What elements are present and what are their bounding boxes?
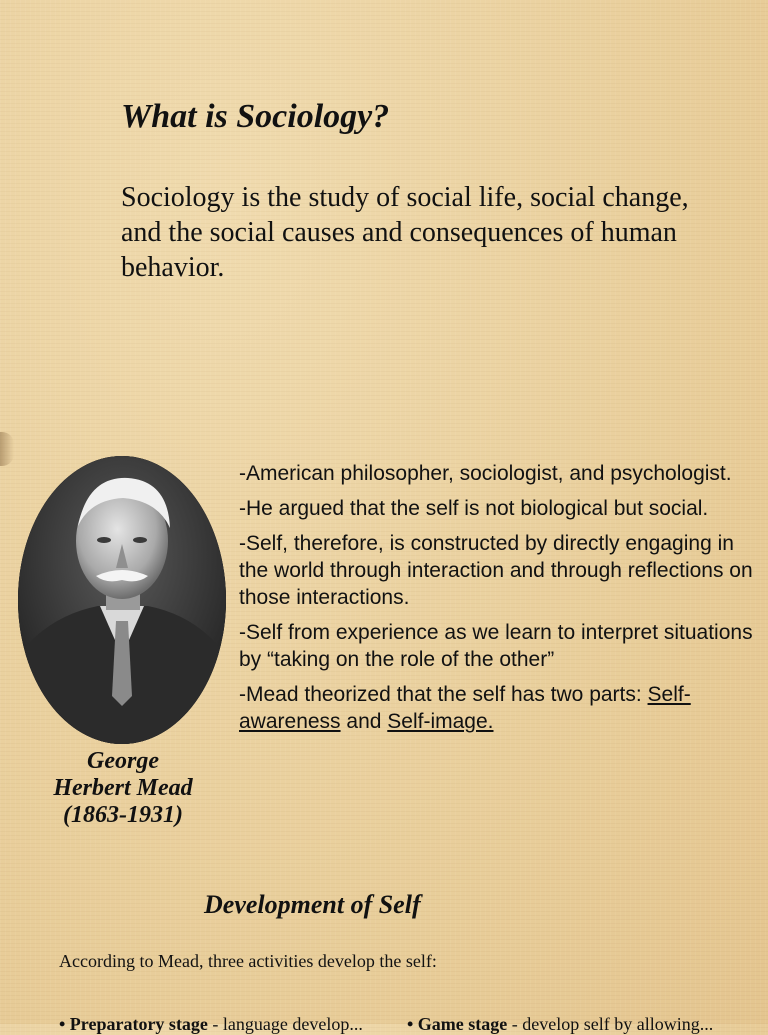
bullet-item: [239, 681, 754, 735]
mead-bullet-list: [239, 460, 754, 743]
caption-name: Herbert Mead: [53, 775, 193, 801]
stage-description: - language develop...: [207, 1014, 363, 1034]
self-awareness-term: Self-awareness: [239, 683, 691, 733]
bullet-conjunction: and: [340, 710, 388, 733]
stages-list: [59, 1014, 759, 1035]
stage-name: • Game stage: [407, 1014, 508, 1034]
bullet-prefix: -Mead theorized that the self has two parts:: [239, 683, 648, 706]
bullet-item: -Self, therefore, is constructed by directly engaging in the world through interaction and through reflections on those interactions.: [239, 532, 753, 609]
definition-text: Sociology is the study of social life, social change, and the social causes and consequences of human behavior.: [121, 182, 689, 283]
portrait-caption: [28, 748, 218, 829]
portrait-illustration: [18, 456, 226, 744]
caption-first-name: George: [87, 748, 159, 774]
stage-name: • Preparatory stage: [59, 1014, 208, 1034]
stage-item: [407, 1014, 713, 1035]
bullet-item: -Self from experience as we learn to interpret situations by “taking on the role of the other”: [239, 621, 753, 671]
self-image-term: Self-image.: [387, 710, 494, 733]
stage-description: - develop self by allowing...: [507, 1014, 714, 1034]
page-title: What is Sociology?: [121, 98, 390, 135]
section-intro: According to Mead, three activities develop the self:: [59, 951, 437, 971]
edge-mark: [0, 432, 14, 466]
bullet-item: -American philosopher, sociologist, and psychologist.: [239, 462, 732, 485]
section-title: Development of Self: [204, 890, 421, 919]
bullet-item: -He argued that the self is not biological but social.: [239, 497, 709, 520]
caption-years: (1863-1931): [63, 802, 183, 828]
stage-item: [59, 1014, 363, 1034]
portrait-image: [18, 456, 226, 744]
